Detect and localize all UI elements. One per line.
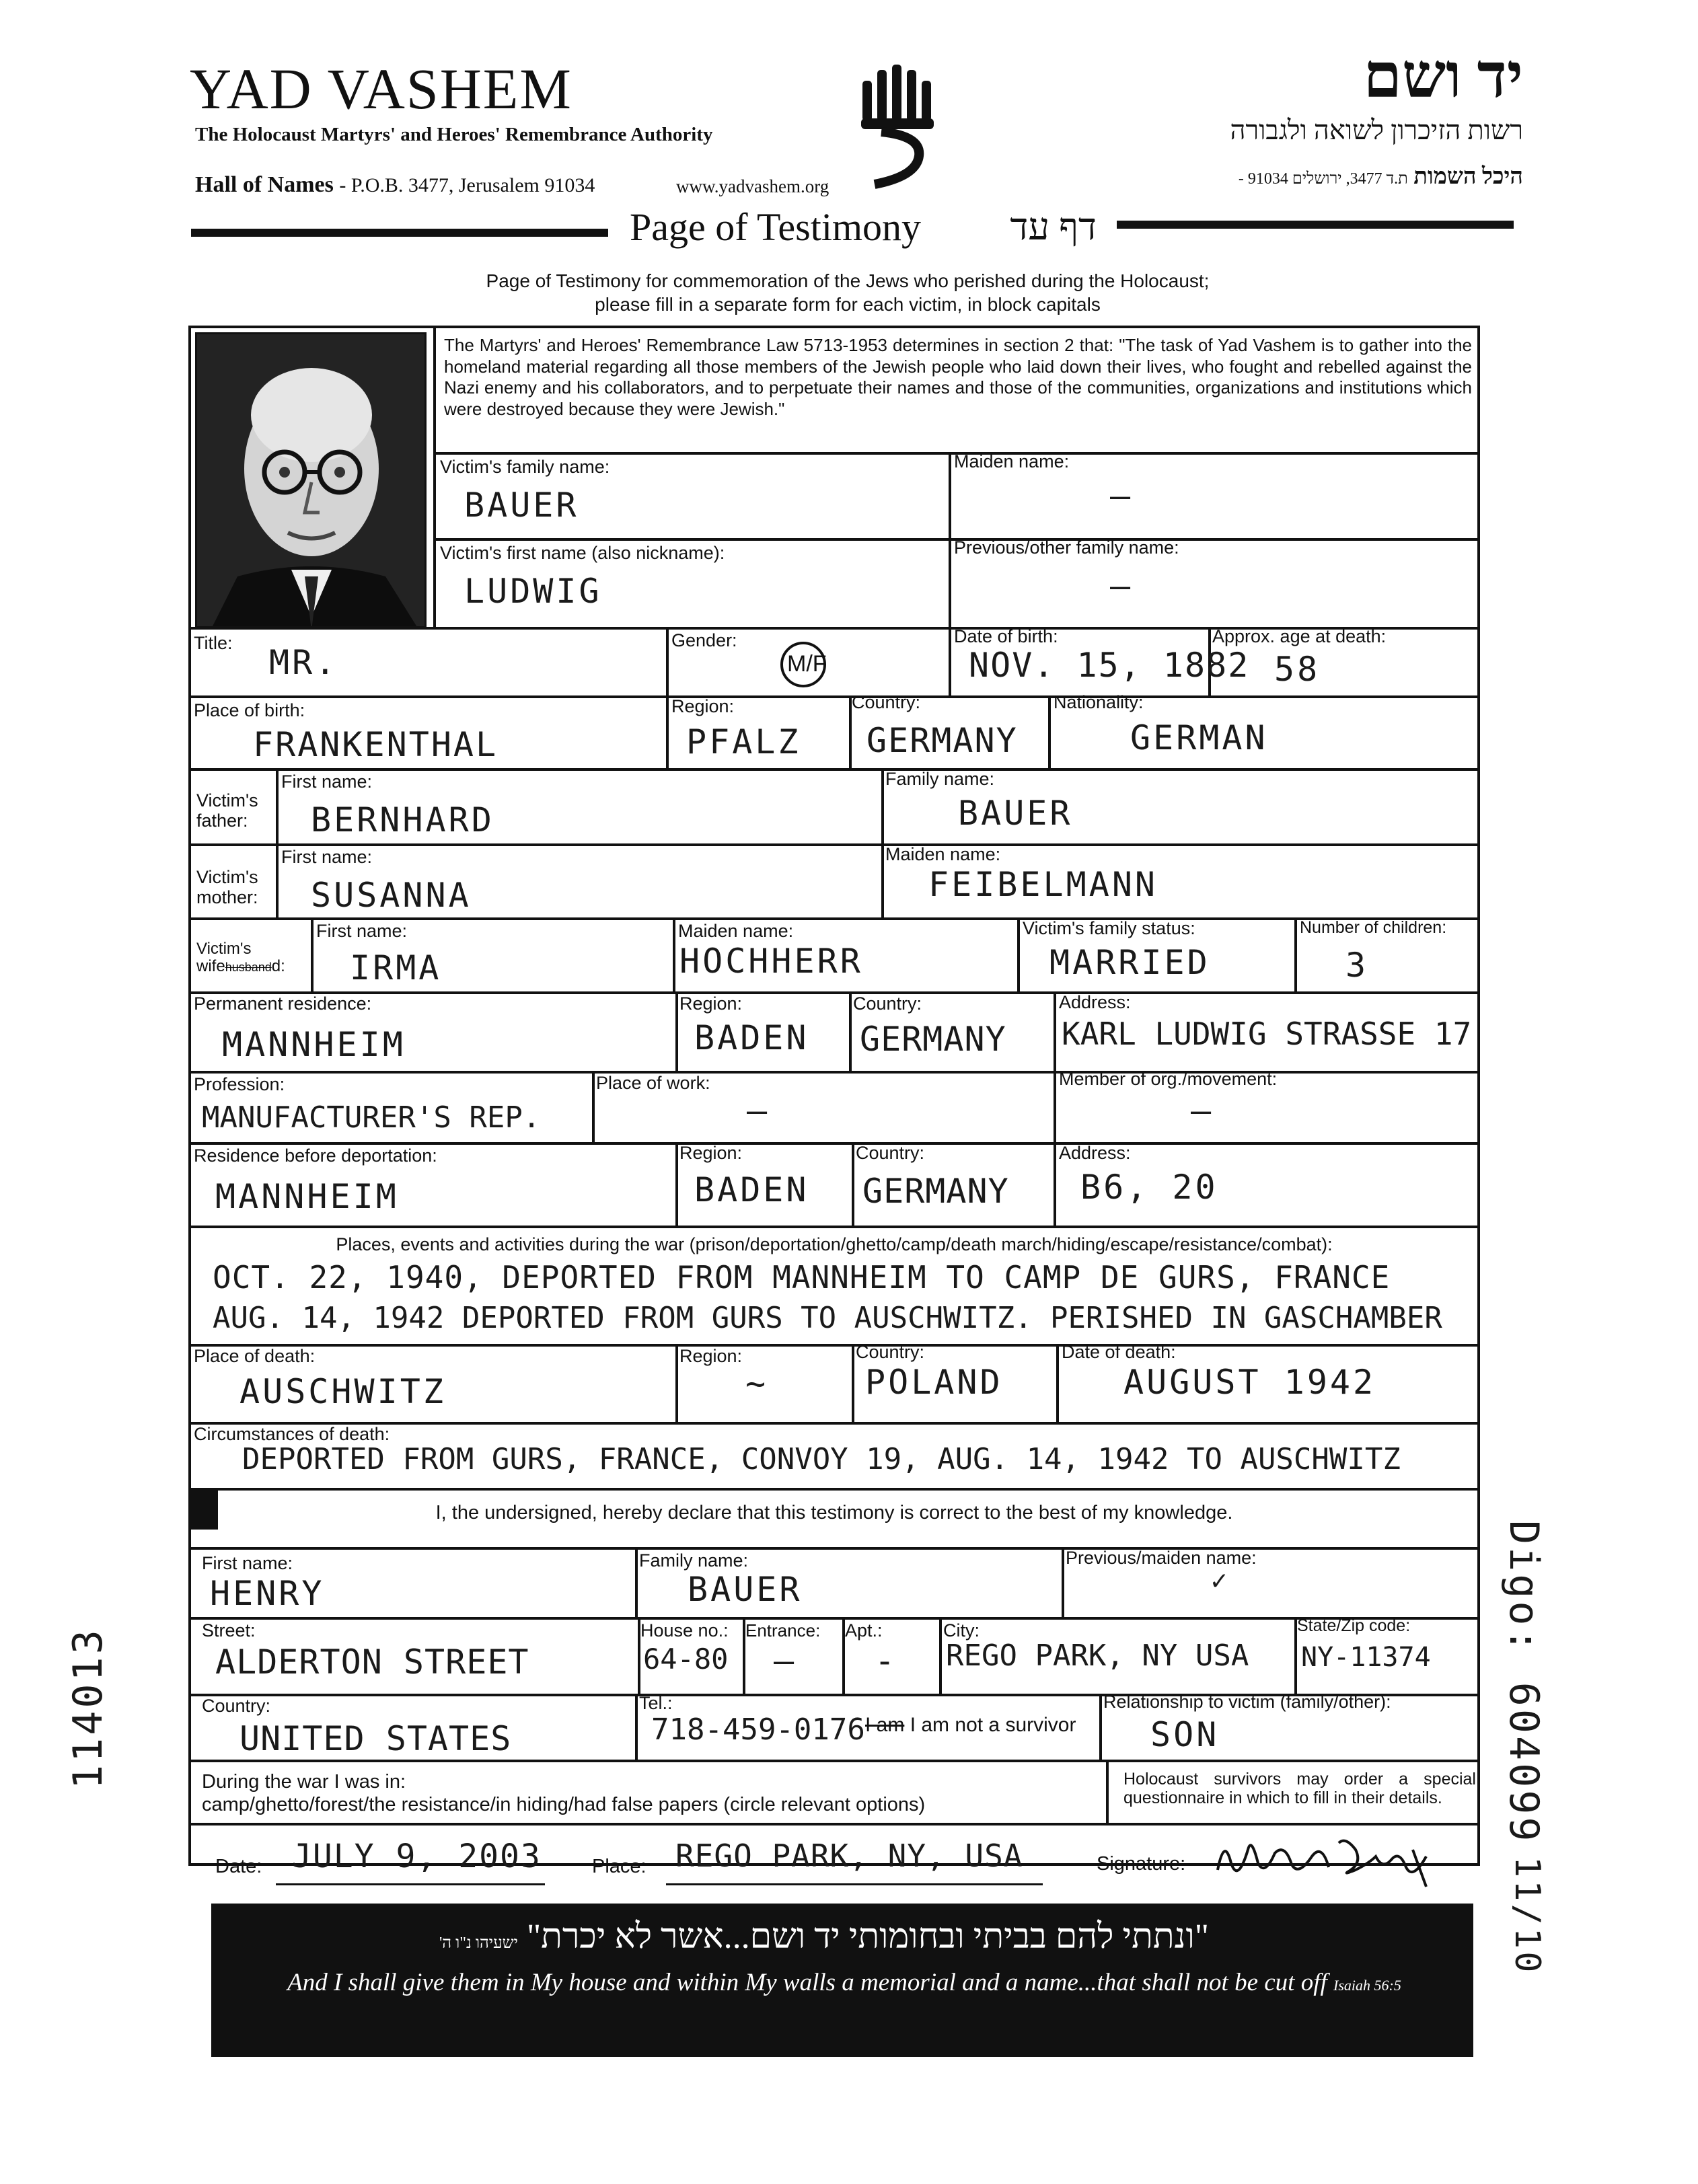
signature-label: Signature:: [1097, 1853, 1186, 1875]
birth-place-value: FRANKENTHAL: [253, 725, 499, 764]
work-label: Place of work:: [596, 1073, 710, 1093]
residence-country-label: Country:: [853, 993, 922, 1014]
submitter-country-value: UNITED STATES: [239, 1719, 512, 1758]
rule: [592, 1071, 595, 1143]
member-value: —: [1191, 1091, 1214, 1130]
margin-note-bottom-right: 11/10: [1507, 1856, 1547, 1975]
relation-value: SON: [1150, 1715, 1220, 1754]
prev-family-label: Previous/other family name:: [954, 537, 1179, 558]
submitter-first-value: HENRY: [210, 1574, 325, 1613]
spouse-maiden-label: Maiden name:: [678, 921, 794, 941]
rule: [666, 627, 669, 697]
rule: [188, 1547, 1480, 1550]
spouse-status-label: Victim's family status:: [1023, 918, 1195, 938]
footer-english-line: [229, 1968, 1460, 1997]
war-line-2: AUG. 14, 1942 DEPORTED FROM GURS TO AUSCHWITZ. PERISHED IN GASCHAMBER: [213, 1301, 1442, 1335]
birth-country-value: GERMANY: [866, 721, 1018, 760]
hebrew-address: ת.ד 3477, ירושלים 91034 -: [1238, 170, 1408, 188]
rule: [433, 326, 436, 628]
title-value: MR.: [269, 643, 338, 682]
house-label: House no.:: [640, 1620, 729, 1641]
spouse-first-label: First name:: [316, 921, 408, 941]
street-label: Street:: [202, 1620, 256, 1641]
date-label: Date:: [215, 1856, 262, 1877]
age-label: Approx. age at death:: [1212, 626, 1387, 646]
instruction-line-1: Page of Testimony for commemoration of the Jews who perished during the Holocaust;: [486, 270, 1210, 291]
death-country-value: POLAND: [865, 1363, 1003, 1402]
rule: [1017, 917, 1020, 993]
city-label: City:: [943, 1620, 980, 1641]
rule: [1054, 1071, 1056, 1143]
war-in-label: During the war I was in:: [202, 1771, 406, 1793]
rule: [675, 1344, 678, 1423]
family-name-value: BAUER: [464, 486, 579, 525]
rule: [311, 917, 313, 993]
birth-country-label: Country:: [852, 692, 921, 712]
date-value: JULY 9, 2003: [292, 1838, 542, 1875]
birth-region-label: Region:: [671, 696, 735, 716]
footer-hebrew-line: [229, 1917, 1419, 1957]
hebrew-authority: רשות הזיכרון לשואה ולגבורה: [1230, 115, 1523, 145]
war-line-1: OCT. 22, 1940, DEPORTED FROM MANNHEIM TO CAMP DE GURS, FRANCE: [213, 1259, 1391, 1295]
rule: [635, 1547, 638, 1618]
footer-english-quote: And I shall give them in My house and within My walls a memorial and a name...that shall not be cut off: [287, 1969, 1327, 1996]
footer-hebrew-quote: "ונתתי להם בביתי ובחומותי יד ושם...אשר לא יכרת": [526, 1918, 1210, 1956]
rule: [1106, 1760, 1109, 1824]
margin-note-left: 114013: [65, 1627, 112, 1789]
submitter-family-label: Family name:: [639, 1550, 749, 1571]
gender-value: [780, 638, 848, 691]
death-place-label: Place of death:: [194, 1346, 316, 1366]
rule: [949, 627, 951, 697]
entrance-value: —: [774, 1641, 797, 1680]
death-place-value: AUSCHWITZ: [239, 1372, 446, 1411]
title-label: Title:: [194, 633, 233, 653]
tel-label: Tel.:: [639, 1693, 673, 1713]
rule: [1294, 917, 1297, 993]
spouse-row-label-2: wife: [196, 957, 225, 976]
rule: [188, 1488, 1480, 1491]
deport-country-label: Country:: [856, 1143, 925, 1163]
rule: [188, 695, 1480, 698]
circumstances-value: DEPORTED FROM GURS, FRANCE, CONVOY 19, AUG. 14, 1942 TO AUSCHWITZ: [242, 1442, 1401, 1476]
hebrew-hall-line: [1239, 164, 1523, 190]
mother-first-value: SUSANNA: [311, 876, 472, 915]
rule: [673, 917, 675, 993]
war-label: Places, events and activities during the war (prison/deportation/ghetto/camp/death march/hiding/escape/resistance/combat):: [336, 1234, 1333, 1254]
spouse-row-label-line2: [196, 958, 285, 975]
profession-label: Profession:: [194, 1074, 285, 1094]
spouse-row-label: [196, 940, 285, 976]
rule: [1054, 991, 1056, 1072]
rule: [1062, 1547, 1064, 1618]
gender-label: Gender:: [671, 630, 737, 650]
spouse-row-label-struck: husband: [225, 961, 272, 975]
survivor-text: [865, 1714, 1076, 1736]
apt-label: Apt.:: [845, 1620, 883, 1641]
father-first-label: First name:: [281, 771, 373, 792]
postal-address: - P.O.B. 3477, Jerusalem 91034: [339, 174, 595, 196]
mother-maiden-label: Maiden name:: [885, 844, 1001, 864]
first-name-label: Victim's first name (also nickname):: [440, 543, 725, 563]
rule: [188, 843, 1480, 846]
residence-address-value: KARL LUDWIG STRASSE 17: [1062, 1016, 1472, 1052]
death-date-value: AUGUST 1942: [1123, 1363, 1376, 1402]
rule: [849, 991, 852, 1072]
street-value: ALDERTON STREET: [215, 1643, 529, 1682]
relation-label: Relationship to victim (family/other):: [1103, 1692, 1391, 1712]
gender-text: M/F: [787, 651, 827, 677]
death-date-label: Date of death:: [1062, 1342, 1176, 1362]
tel-value: 718-459-0176: [651, 1712, 865, 1747]
submitter-prev-value: ✓: [1211, 1565, 1230, 1596]
war-options-text: camp/ghetto/forest/the resistance/in hiding/had false papers (circle relevant options): [202, 1794, 926, 1815]
rule: [188, 1617, 1480, 1620]
deport-country-value: GERMANY: [862, 1172, 1009, 1211]
nationality-label: Nationality:: [1054, 692, 1144, 712]
profession-value: MANUFACTURER'S REP.: [202, 1100, 541, 1135]
margin-note-right: Digo: 604099: [1500, 1520, 1547, 1844]
spouse-status-value: MARRIED: [1049, 943, 1210, 982]
hebrew-org-name: יד ושם: [1363, 42, 1523, 110]
rule: [939, 1617, 942, 1695]
yad-vashem-logo-icon: [854, 62, 949, 190]
prev-family-value: —: [1110, 566, 1134, 605]
family-name-label: Victim's family name:: [440, 457, 610, 477]
rule: [1099, 1694, 1102, 1761]
deport-region-label: Region:: [679, 1143, 743, 1163]
deport-region-value: BADEN: [694, 1170, 809, 1209]
place-label: Place:: [592, 1856, 647, 1877]
apt-value: -: [875, 1641, 898, 1680]
rule: [635, 1694, 638, 1761]
website: www.yadvashem.org: [676, 176, 829, 196]
rule: [1054, 1142, 1056, 1227]
father-first-value: BERNHARD: [311, 800, 494, 839]
zip-value: NY-11374: [1301, 1642, 1431, 1673]
death-region-label: Region:: [679, 1346, 743, 1366]
place-value: REGO PARK, NY, USA: [675, 1838, 1023, 1874]
member-label: Member of org./movement:: [1059, 1069, 1278, 1089]
hall-of-names-label: [195, 172, 595, 198]
circumstances-label: Circumstances of death:: [194, 1424, 390, 1444]
rule: [188, 1142, 1480, 1145]
victim-photo: [195, 332, 427, 628]
children-label: Number of children:: [1300, 918, 1447, 937]
instructions: [269, 269, 1426, 316]
rule: [852, 1344, 854, 1423]
submitter-family-value: BAUER: [688, 1570, 803, 1609]
rule: [188, 1071, 1480, 1074]
residence-region-label: Region:: [679, 993, 743, 1014]
rule: [675, 1142, 678, 1227]
birth-place-label: Place of birth:: [194, 700, 305, 720]
declaration-text: I, the undersigned, hereby declare that this testimony is correct to the best of my knowledge.: [435, 1502, 1233, 1523]
maiden-name-value: —: [1110, 476, 1134, 515]
hebrew-page-title: דף עד: [1010, 206, 1097, 248]
deport-address-value: B6, 20: [1080, 1168, 1218, 1207]
authority-name: The Holocaust Martyrs' and Heroes' Remembrance Authority: [195, 124, 713, 145]
spouse-row-label-1: Victim's: [196, 940, 252, 958]
residence-address-label: Address:: [1059, 992, 1131, 1012]
birth-region-value: PFALZ: [686, 722, 801, 761]
zip-label: State/Zip code:: [1297, 1616, 1411, 1635]
father-row-label: Victim's father:: [196, 790, 258, 831]
residence-country-value: GERMANY: [860, 1020, 1006, 1059]
survivor-struck: I am: [865, 1714, 905, 1736]
maiden-name-label: Maiden name:: [954, 451, 1070, 472]
submitter-first-label: First name:: [202, 1553, 293, 1573]
law-text: The Martyrs' and Heroes' Remembrance Law 5713-1953 determines in section 2 that: "The task of Yad Vashem is to gather into the homeland material regarding all those members of the Jewish people who laid down their lives, who fought and rebelled against the Nazi enemy and his collaborators, and to perpetuate their names and those of the communities, organizations and institutions which were destroyed because they were Jewish.": [444, 335, 1472, 420]
rule: [188, 1760, 1480, 1762]
residence-region-value: BADEN: [694, 1018, 809, 1057]
footer-english-ref: Isaiah 56:5: [1333, 1977, 1401, 1994]
father-family-value: BAUER: [958, 794, 1073, 833]
submitter-country-label: Country:: [202, 1696, 271, 1716]
mother-row-label: Victim's mother:: [196, 867, 258, 907]
dob-label: Date of birth:: [954, 626, 1058, 646]
signature-mark: [1211, 1823, 1440, 1890]
rule: [188, 768, 1480, 771]
mother-maiden-value: FEIBELMANN: [928, 865, 1158, 904]
dob-value: NOV. 15, 1882: [969, 646, 1250, 685]
footer-hebrew-ref: ישעיהו נ"ו ה': [439, 1934, 518, 1952]
deport-label: Residence before deportation:: [194, 1145, 437, 1166]
mother-first-label: First name:: [281, 847, 373, 867]
death-country-label: Country:: [856, 1342, 925, 1362]
spouse-maiden-value: HOCHHERR: [679, 942, 863, 981]
rule: [675, 991, 678, 1072]
hall-label: Hall of Names: [195, 172, 334, 197]
residence-value: MANNHEIM: [222, 1025, 406, 1064]
title-rule-left: [191, 229, 608, 237]
deport-address-label: Address:: [1059, 1143, 1131, 1163]
house-value: 64-80: [643, 1643, 729, 1675]
spouse-first-value: IRMA: [350, 948, 442, 987]
rule: [188, 917, 1480, 920]
rule: [188, 1344, 1480, 1347]
hebrew-hall: היכל השמות: [1413, 164, 1523, 189]
submitter-prev-label: Previous/maiden name:: [1066, 1548, 1257, 1568]
title-rule-right: [1117, 221, 1514, 229]
rule: [666, 695, 669, 769]
place-underline: [666, 1883, 1043, 1885]
city-value: REGO PARK, NY USA: [946, 1639, 1249, 1673]
children-value: 3: [1345, 946, 1369, 985]
instruction-line-2: please fill in a separate form for each victim, in block capitals: [595, 294, 1101, 315]
rule: [852, 1142, 854, 1227]
date-underline: [276, 1883, 545, 1885]
rule: [1056, 1344, 1059, 1423]
work-value: —: [747, 1091, 770, 1130]
survivor-rest: I am not a survivor: [910, 1714, 1076, 1736]
rule: [188, 1226, 1480, 1228]
entrance-label: Entrance:: [745, 1620, 821, 1641]
org-name: YAD VASHEM: [190, 57, 573, 121]
rule: [1048, 695, 1051, 769]
age-value: 58: [1274, 650, 1321, 689]
first-name-value: LUDWIG: [464, 572, 602, 611]
spouse-row-label-3: d:: [271, 957, 285, 976]
survivor-note: Holocaust survivors may order a special questionnaire in which to fill in their details.: [1123, 1770, 1476, 1807]
rule: [188, 991, 1480, 994]
nationality-value: GERMAN: [1130, 718, 1268, 757]
father-family-label: Family name:: [885, 769, 995, 789]
residence-label: Permanent residence:: [194, 993, 372, 1014]
page-title: Page of Testimony: [630, 205, 922, 249]
deport-value: MANNHEIM: [215, 1177, 399, 1216]
death-region-value: ~: [745, 1364, 769, 1403]
